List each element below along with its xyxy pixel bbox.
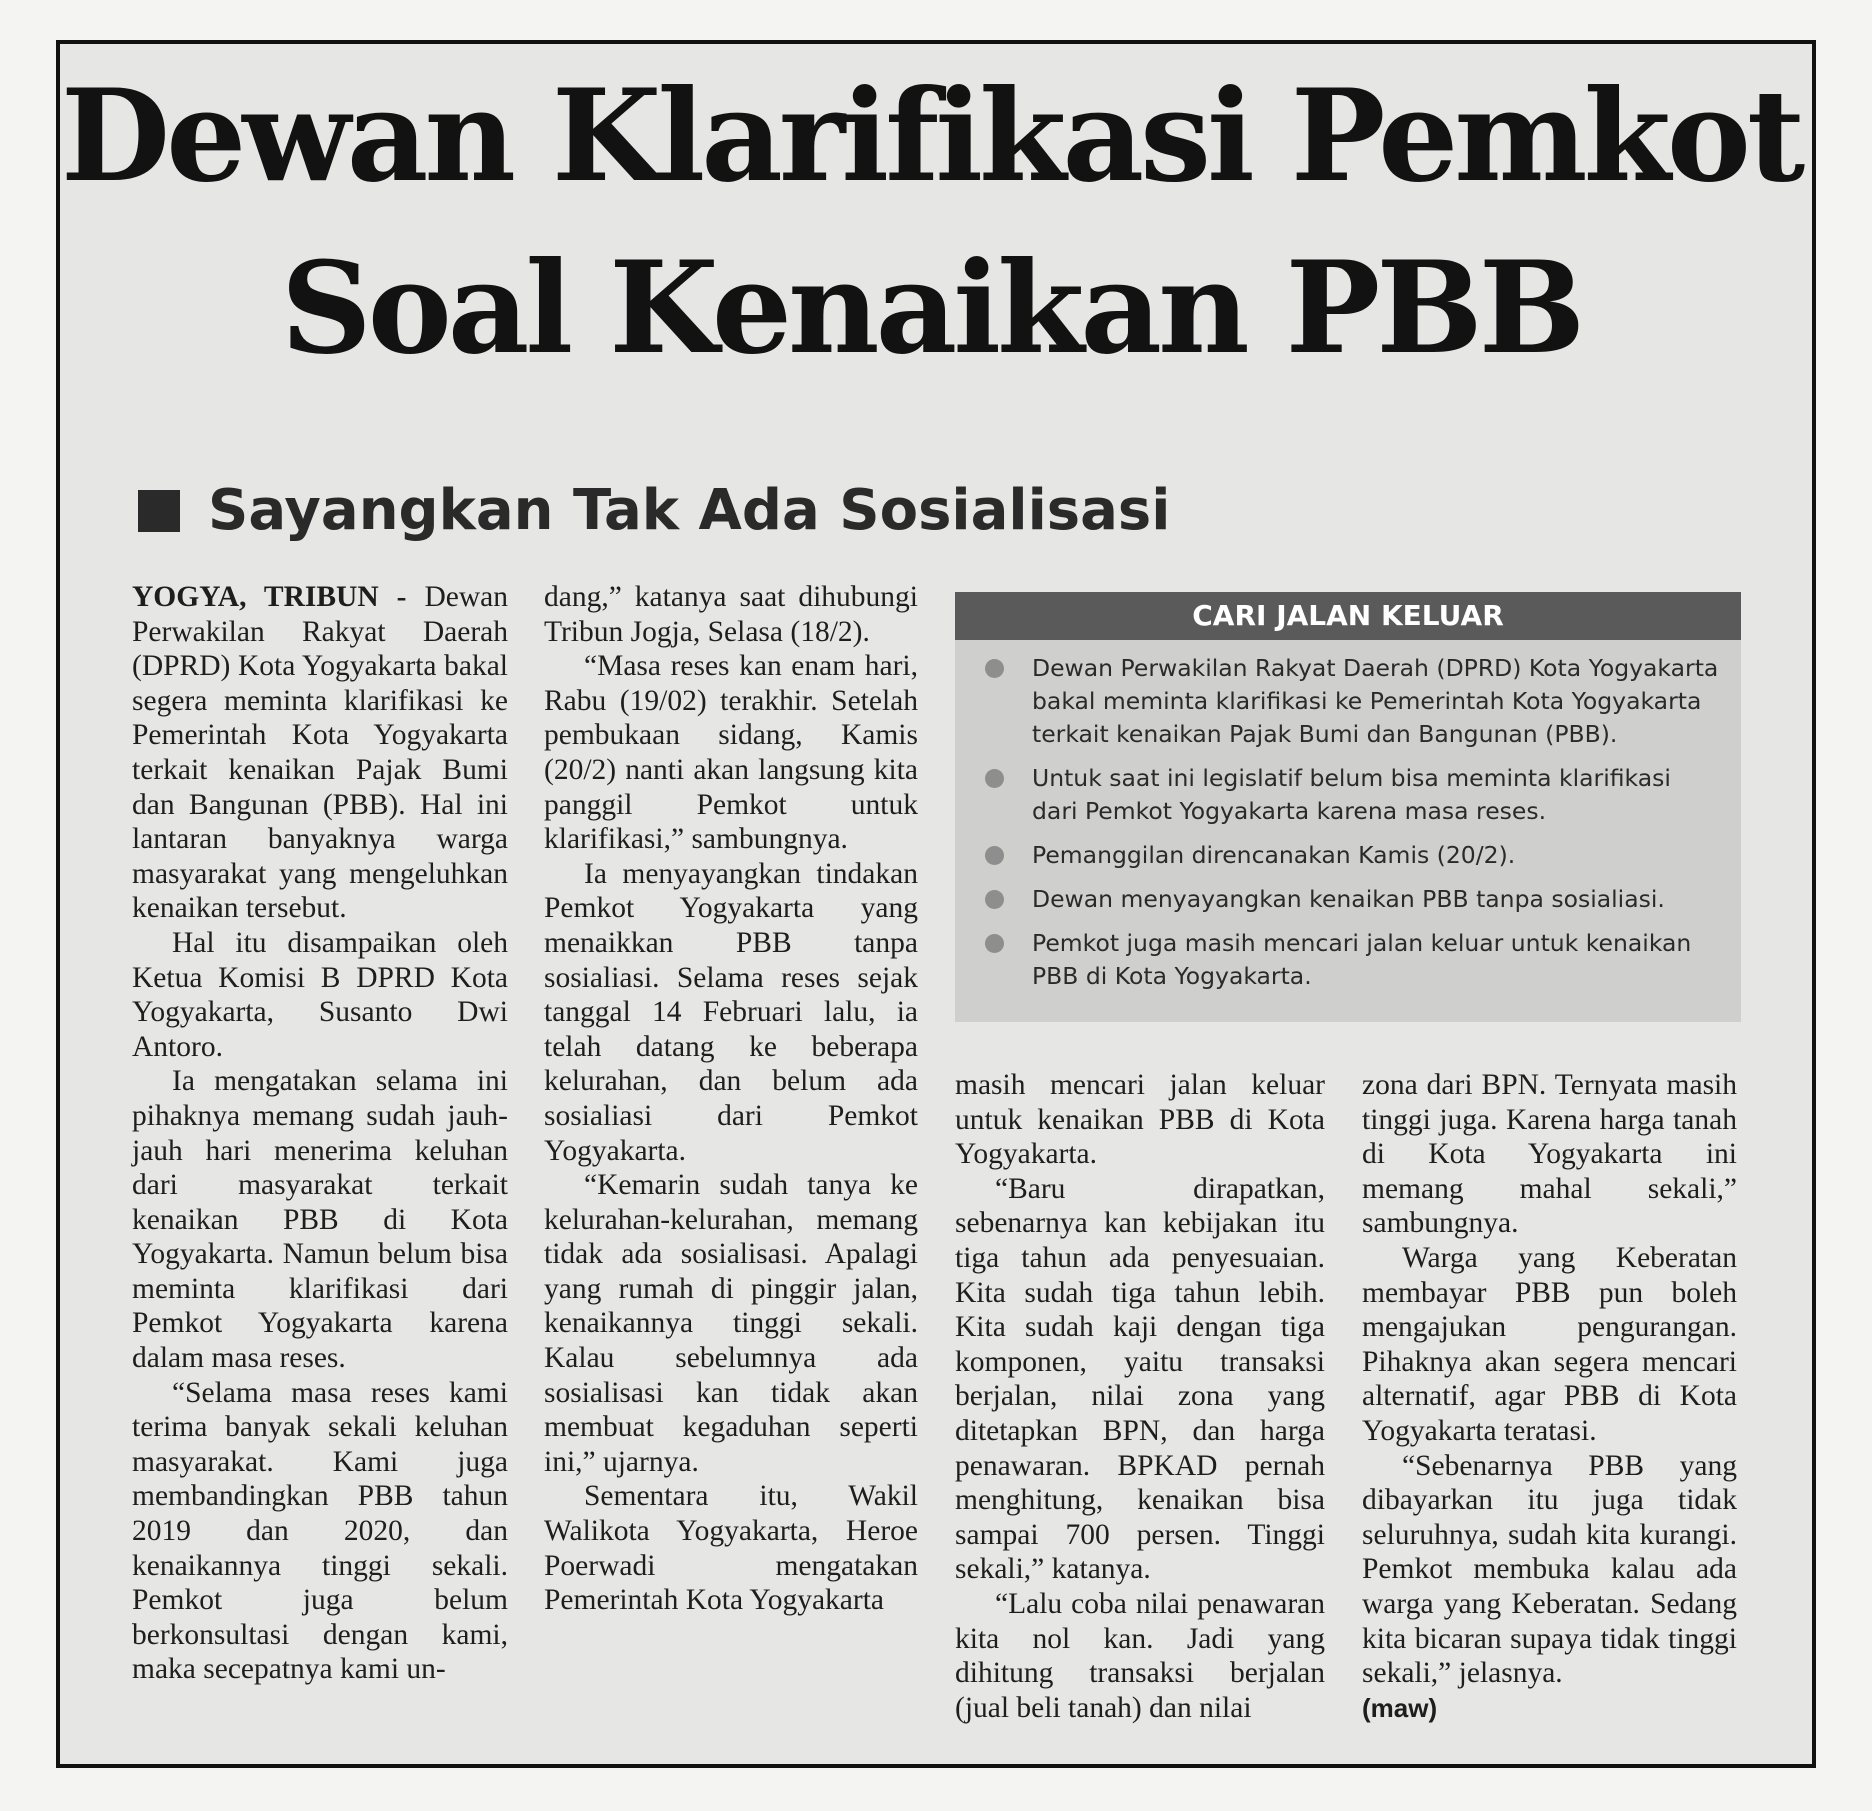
paragraph: “Baru dirapatkan, sebenarnya kan kebijakan itu tiga tahun ada penyesuaian. Kita sudah tiga tahun lebih. Kita sudah kaji dengan tiga komponen, yaitu transaksi berjalan, nilai zona yang ditetapkan BPN, dan harga penawaran. BPKAD pernah menghitung, kenaikan bisa sampai 700 persen. Tinggi sekali,” katanya. bbox=[955, 1172, 1325, 1586]
square-bullet-icon bbox=[138, 490, 180, 532]
byline: (maw) bbox=[1362, 1692, 1438, 1723]
list-item-text: Untuk saat ini legislatif belum bisa meminta klarifikasi dari Pemkot Yogyakarta karena masa reses. bbox=[1032, 764, 1671, 825]
headline-line-2: Soal Kenaikan PBB bbox=[280, 234, 1582, 382]
sidebar-box bbox=[955, 592, 1741, 1022]
bullet-icon bbox=[985, 769, 1004, 788]
bullet-icon bbox=[985, 846, 1004, 865]
article-column-1 bbox=[132, 580, 508, 1687]
list-item bbox=[985, 652, 1721, 751]
paragraph: masih mencari jalan keluar untuk kenaikan PBB di Kota Yogyakarta. bbox=[955, 1069, 1325, 1171]
list-item bbox=[985, 839, 1721, 872]
bullet-icon bbox=[985, 934, 1004, 953]
paragraph bbox=[132, 580, 508, 926]
paragraph-text: Dewan Perwakilan Rakyat Daerah (DPRD) Kota Yogyakarta bakal segera meminta klarifikasi ke Pemerintah Kota Yogyakarta terkait kenaikan Pajak Bumi dan Bangunan (PBB). Hal ini lantaran banyaknya warga masyarakat yang mengeluhkan kenaikan tersebut. bbox=[132, 581, 508, 925]
paragraph: Ia menyayangkan tindakan Pemkot Yogyakarta yang menaikkan PBB tanpa sosialiasi. Selama reses sejak tanggal 14 Februari lalu, ia telah datang ke beberapa kelurahan, dan belum ada sosialiasi dari Pemkot Yogyakarta. bbox=[544, 857, 918, 1167]
headline-line-1: Dewan Klarifikasi Pemkot bbox=[60, 62, 1802, 210]
sidebar-list bbox=[955, 640, 1741, 993]
paragraph: “Selama masa reses kami terima banyak sekali keluhan masyarakat. Kami juga membandingkan PBB tahun 2019 dan 2020, dan kenaikannya tinggi sekali. Pemkot juga belum berkonsultasi dengan kami, maka secepatnya kami un- bbox=[132, 1376, 508, 1686]
paragraph: Sementara itu, Wakil Walikota Yogyakarta, Heroe Poerwadi mengatakan Pemerintah Kota Yogyakarta bbox=[544, 1480, 918, 1617]
paragraph: Hal itu disampaikan oleh Ketua Komisi B DPRD Kota Yogyakarta, Susanto Dwi Antoro. bbox=[132, 926, 508, 1063]
bullet-icon bbox=[985, 890, 1004, 909]
list-item bbox=[985, 883, 1721, 916]
list-item-text: Pemanggilan direncanakan Kamis (20/2). bbox=[1032, 841, 1516, 869]
list-item-text: Dewan Perwakilan Rakyat Daerah (DPRD) Kota Yogyakarta bakal meminta klarifikasi ke Pemerintah Kota Yogyakarta terkait kenaikan Pajak Bumi dan Bangunan (PBB). bbox=[1032, 654, 1719, 748]
paragraph: zona dari BPN. Ternyata masih tinggi juga. Karena harga tanah di Kota Yogyakarta ini memang mahal sekali,” sambungnya. bbox=[1362, 1069, 1737, 1240]
headline bbox=[56, 50, 1806, 394]
dateline: YOGYA, TRIBUN - bbox=[132, 581, 407, 613]
list-item-text: Pemkot juga masih mencari jalan keluar untuk kenaikan PBB di Kota Yogyakarta. bbox=[1032, 929, 1692, 990]
article-column-3 bbox=[955, 1068, 1325, 1725]
subheadline-text: Sayangkan Tak Ada Sosialisasi bbox=[208, 478, 1171, 543]
paragraph: Warga yang Keberatan membayar PBB pun boleh mengajukan pengurangan. Pihaknya akan segera mencari alternatif, agar PBB di Kota Yogyakarta teratasi. bbox=[1362, 1241, 1737, 1447]
paragraph-text: “Sebenarnya PBB yang dibayarkan itu juga tidak seluruhnya, sudah kita kurangi. Pemkot membuka kalau ada warga yang Keberatan. Sedang kita bicaran supaya tidak tinggi sekali,” jelasnya. bbox=[1362, 1449, 1737, 1690]
paragraph: “Lalu coba nilai penawaran kita nol kan. Jadi yang dihitung transaksi berjalan (jual beli tanah) dan nilai bbox=[955, 1587, 1325, 1724]
paragraph: “Kemarin sudah tanya ke kelurahan-kelurahan, memang tidak ada sosialisasi. Apalagi yang rumah di pinggir jalan, kenaikannya tinggi sekali. Kalau sebelumnya ada sosialisasi kan tidak akan membuat kegaduhan seperti ini,” ujarnya. bbox=[544, 1169, 918, 1478]
list-item-text: Dewan menyayangkan kenaikan PBB tanpa sosialiasi. bbox=[1032, 885, 1665, 913]
paragraph: “Masa reses kan enam hari, Rabu (19/02) terakhir. Setelah pembukaan sidang, Kamis (20/2) nanti akan langsung kita panggil Pemkot untuk klarifikasi,” sambungnya. bbox=[544, 650, 918, 856]
list-item bbox=[985, 762, 1721, 828]
article-column-4 bbox=[1362, 1068, 1737, 1725]
bullet-icon bbox=[985, 659, 1004, 678]
paragraph bbox=[1362, 1449, 1737, 1726]
subheadline bbox=[138, 476, 1170, 546]
sidebar-title: CARI JALAN KELUAR bbox=[955, 592, 1741, 640]
article-column-2 bbox=[544, 580, 918, 1618]
paragraph: dang,” katanya saat dihubungi Tribun Jogja, Selasa (18/2). bbox=[544, 581, 918, 648]
list-item bbox=[985, 927, 1721, 993]
paragraph: Ia mengatakan selama ini pihaknya memang sudah jauh-jauh hari menerima keluhan dari masyarakat terkait kenaikan PBB di Kota Yogyakarta. Namun belum bisa meminta klarifikasi dari Pemkot Yogyakarta karena dalam masa reses. bbox=[132, 1065, 508, 1375]
